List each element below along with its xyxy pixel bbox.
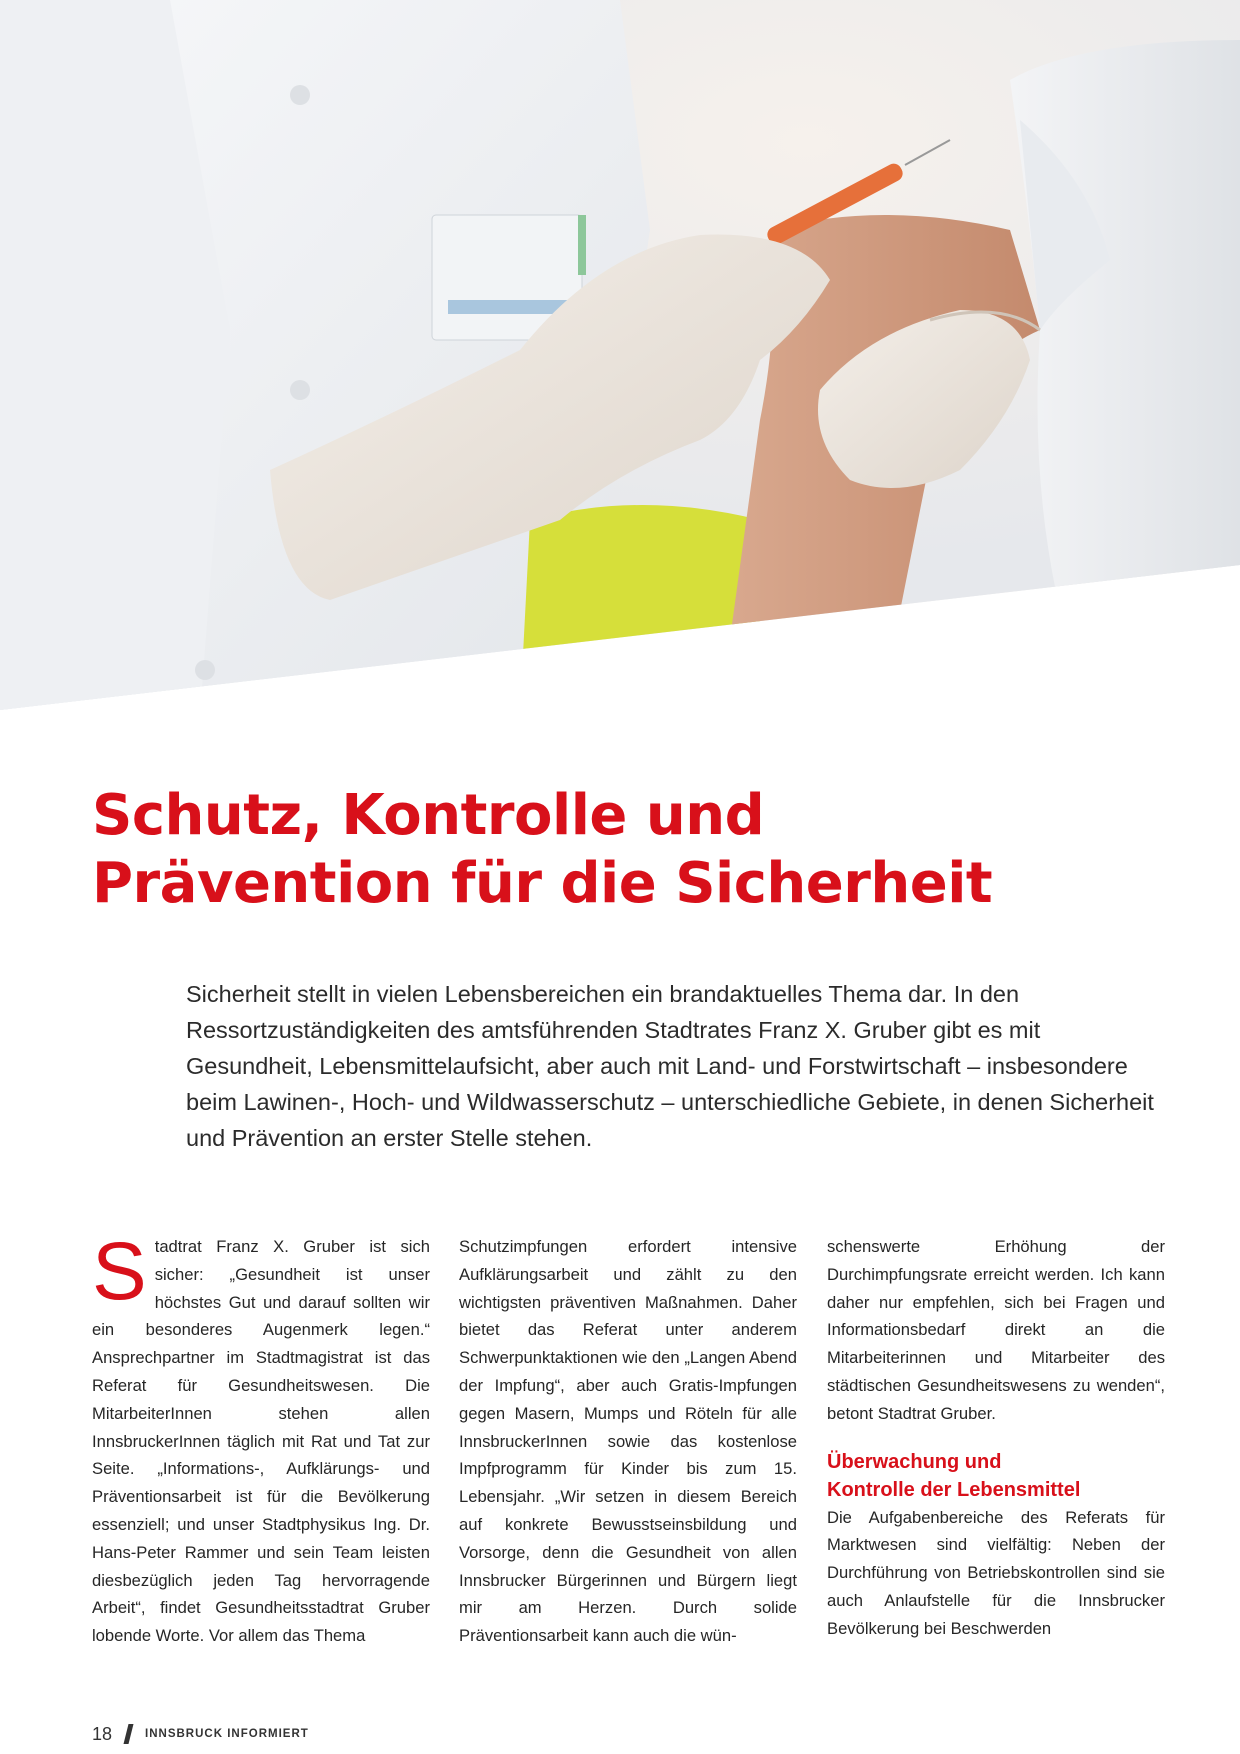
section-subheading xyxy=(827,1448,1165,1504)
hero-photo xyxy=(0,0,1240,712)
article-lead: Sicherheit stellt in vielen Lebensbereichen ein brandaktuelles Thema dar. In den Ressortzuständigkeiten des amtsführenden Stadtrates Franz X. Gruber gibt es mit Gesundheit, Lebensmittelaufsicht, aber auch mit Land- und Forstwirtschaft – insbesondere beim Lawinen-, Hoch- und Wildwasserschutz – unterschiedliche Gebiete, in denen Sicherheit und Prävention an erster Stelle stehen. xyxy=(186,981,1154,1151)
subheading-line-1: Überwachung und xyxy=(827,1450,1002,1473)
dropcap: S xyxy=(92,1226,147,1317)
headline-line-2: Prävention für die Sicherheit xyxy=(92,851,993,916)
body-text-col3-p1: schenswerte Erhöhung der Durchimpfungsrate erreicht werden. Ich kann daher nur empfehlen, sich bei Fragen und Informationsbedarf direkt an die Mitarbeiterinnen und Mitarbeiter des städtischen Gesundheitswesens zu wenden“, betont Stadtrat Gruber. xyxy=(827,1237,1165,1423)
page-footer xyxy=(92,1723,309,1745)
body-text-col1: tadtrat Franz X. Gruber ist sich sicher: „Gesundheit ist unser höchstes Gut und darauf sollten wir ein besonderes Augenmerk legen.“ Ansprechpartner im Stadtmagistrat ist das Referat für Gesundheitswesen. Die MitarbeiterInnen stehen allen InnsbruckerInnen täglich mit Rat und Tat zur Seite. „Informations-, Aufklärungs- und Präventionsarbeit ist für die Bevölkerung essenziell; und unser Stadtphysikus Ing. Dr. Hans-Peter Rammer und sein Team leisten diesbezüglich jeden Tag hervorragende Arbeit“, findet Gesundheitsstadtrat Gruber lobende Worte. Vor allem das Thema xyxy=(92,1237,430,1646)
article-headline xyxy=(92,782,1152,918)
body-text-col3-p2: Die Aufgabenbereiche des Referats für Marktwesen sind vielfältig: Neben der Durchführung von Betriebskontrollen sind sie auch Anlaufstelle für die Innsbrucker Bevölkerung bei Beschwerden xyxy=(827,1507,1165,1638)
subheading-line-2: Kontrolle der Lebensmittel xyxy=(827,1478,1081,1501)
publication-name: INNSBRUCK INFORMIERT xyxy=(145,1728,309,1740)
footer-divider xyxy=(124,1724,134,1744)
vaccination-illustration xyxy=(0,0,1240,712)
body-column-2 xyxy=(459,1233,797,1650)
page-number: 18 xyxy=(92,1723,113,1744)
body-column-1 xyxy=(92,1226,430,1650)
body-text-col2: Schutzimpfungen erfordert intensive Aufklärungsarbeit und zählt zu den wichtigsten präventiven Maßnahmen. Daher bietet das Referat unter anderem Schwerpunktaktionen wie den „Langen Abend der Impfung“, aber auch Gratis-Impfungen gegen Masern, Mumps und Röteln für alle InnsbruckerInnen sowie das kostenlose Impfprogramm für Kinder bis zum 15. Lebensjahr. „Wir setzen in diesem Bereich auf konkrete Bewusstseinsbildung und Vorsorge, denn die Gesundheit von allen Innsbrucker Bürgerinnen und Bürgern liegt mir am Herzen. Durch solide Präventionsarbeit kann auch die wün- xyxy=(459,1237,797,1646)
headline-line-1: Schutz, Kontrolle und xyxy=(92,783,765,848)
body-column-3 xyxy=(827,1233,1165,1643)
